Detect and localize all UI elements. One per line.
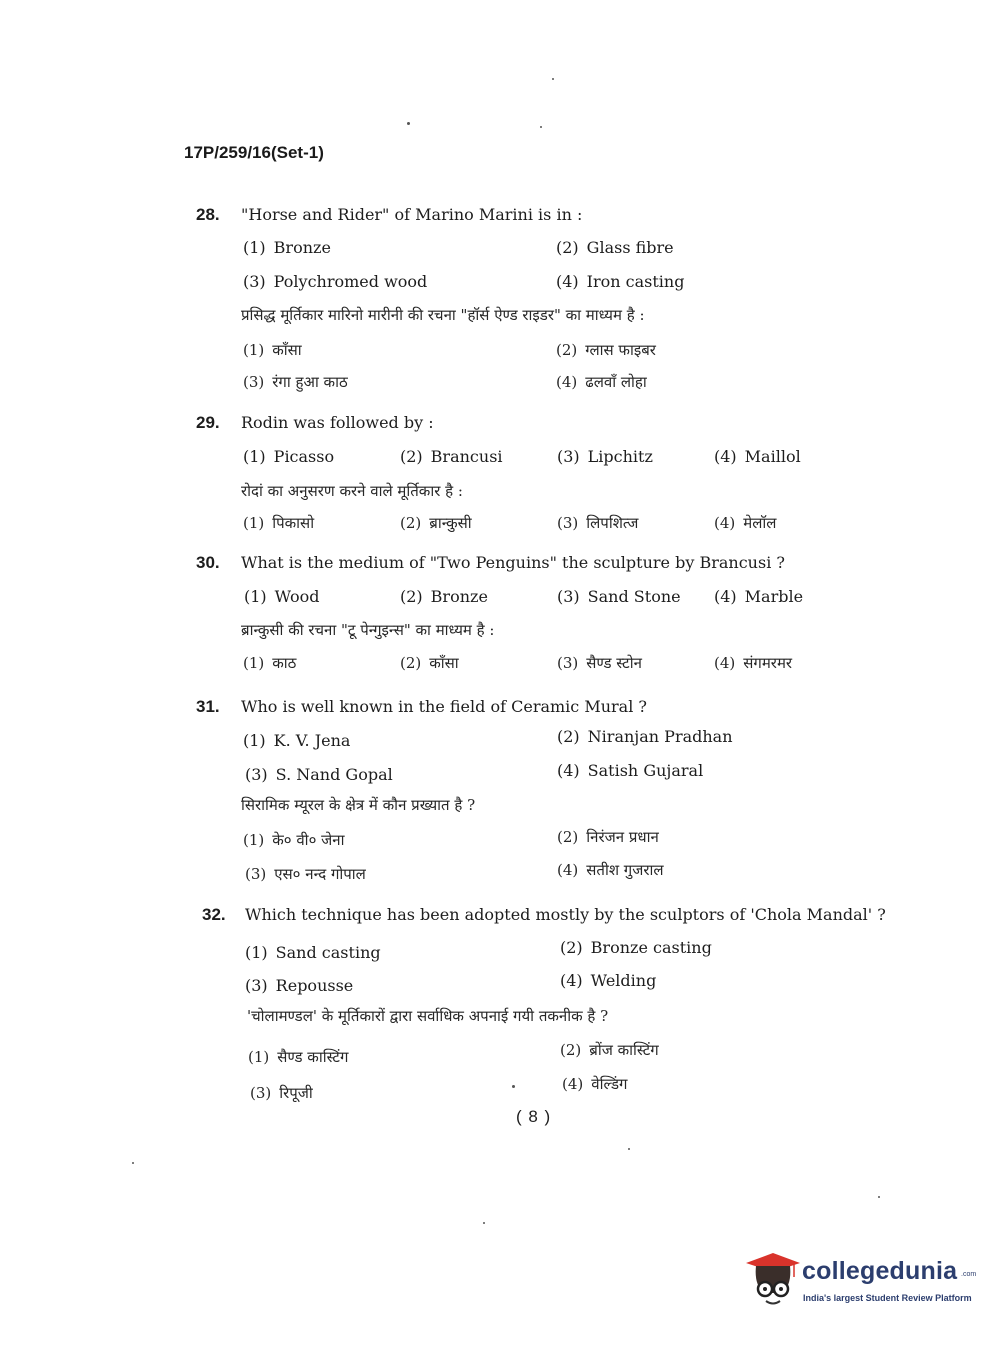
question-text-en: Rodin was followed by :	[241, 413, 434, 432]
scan-speck	[483, 1222, 485, 1224]
option-en-3	[245, 765, 393, 784]
option-en-1	[243, 731, 350, 750]
option-text: पिकासो	[272, 514, 315, 532]
option-number: (3)	[245, 765, 268, 784]
option-text: काँसा	[272, 341, 302, 359]
option-en-1	[243, 238, 331, 257]
option-hi-2	[556, 340, 656, 360]
brand-domain: .com	[961, 1271, 977, 1278]
option-number: (3)	[243, 272, 266, 291]
option-hi-2	[557, 827, 659, 847]
scan-speck	[628, 1148, 630, 1150]
option-text: सैण्ड कास्टिंग	[277, 1048, 349, 1066]
question-text-en: Who is well known in the field of Ceramic Mural ?	[241, 697, 647, 716]
option-hi-1	[243, 830, 344, 850]
option-en-4	[556, 272, 684, 291]
option-number: (4)	[556, 272, 579, 291]
option-text: संगमरमर	[743, 654, 793, 672]
option-number: (2)	[557, 828, 579, 846]
option-text: S. Nand Gopal	[275, 765, 393, 784]
option-number: (2)	[560, 938, 583, 957]
option-text: काठ	[272, 654, 297, 672]
option-hi-3	[243, 372, 348, 392]
option-number: (4)	[560, 971, 583, 990]
option-number: (1)	[243, 341, 265, 359]
option-text: Picasso	[273, 447, 335, 466]
option-hi-4	[714, 513, 776, 533]
question-text-hi: सिरामिक म्यूरल के क्षेत्र में कौन प्रख्यात है ?	[241, 796, 476, 814]
question-text-hi: ब्रान्कुसी की रचना "टू पेन्गुइन्स" का माध्यम है :	[241, 621, 495, 639]
question-text-hi: 'चोलामण्डल' के मूर्तिकारों द्वारा सर्वाधिक अपनाई गयी तकनीक है ?	[247, 1007, 609, 1025]
option-text: वेल्डिंग	[591, 1075, 628, 1093]
option-number: (4)	[714, 514, 736, 532]
option-number: (1)	[243, 654, 265, 672]
option-number: (1)	[248, 1048, 270, 1066]
option-number: (3)	[557, 587, 580, 606]
option-en-3	[243, 272, 427, 291]
option-text: के० वी० जेना	[272, 831, 345, 849]
option-number: (1)	[243, 447, 266, 466]
option-en-3	[557, 447, 653, 466]
option-text: Maillol	[744, 447, 801, 466]
option-text: Sand Stone	[587, 587, 681, 606]
question-text-en: Which technique has been adopted mostly by the sculptors of 'Chola Mandal' ?	[245, 905, 886, 924]
option-en-2	[557, 727, 733, 746]
option-number: (1)	[243, 731, 266, 750]
option-hi-1	[243, 653, 296, 673]
option-hi-2	[400, 513, 472, 533]
question-number: 28.	[196, 205, 220, 224]
option-en-3	[557, 587, 681, 606]
option-number: (1)	[243, 831, 265, 849]
option-hi-2	[400, 653, 459, 673]
option-text: Brancusi	[430, 447, 503, 466]
option-number: (2)	[400, 447, 423, 466]
option-en-1	[243, 447, 334, 466]
option-hi-4	[562, 1074, 627, 1094]
option-number: (2)	[556, 341, 578, 359]
option-hi-1	[243, 513, 314, 533]
scan-speck	[540, 126, 542, 128]
option-hi-4	[557, 860, 664, 880]
option-hi-4	[556, 372, 647, 392]
option-text: रिपूजी	[279, 1084, 313, 1102]
scan-speck	[512, 1085, 515, 1088]
option-number: (2)	[556, 238, 579, 257]
option-en-3	[245, 976, 353, 995]
option-number: (2)	[400, 654, 422, 672]
option-text: Wood	[274, 587, 320, 606]
option-text: Polychromed wood	[273, 272, 428, 291]
option-hi-3	[557, 513, 638, 533]
question-text-en: "Horse and Rider" of Marino Marini is in :	[241, 205, 583, 224]
option-number: (4)	[714, 587, 737, 606]
option-text: सतीश गुजराल	[586, 861, 664, 879]
option-number: (4)	[557, 761, 580, 780]
question-number: 29.	[196, 413, 220, 432]
option-text: Satish Gujaral	[587, 761, 704, 780]
mascot-icon	[744, 1251, 802, 1311]
option-number: (3)	[250, 1084, 272, 1102]
option-number: (1)	[243, 238, 266, 257]
option-text: निरंजन प्रधान	[586, 828, 659, 846]
option-number: (4)	[557, 861, 579, 879]
option-en-2	[560, 938, 712, 957]
brand-tagline: India's largest Student Review Platform	[803, 1293, 972, 1303]
page-number: ( 8 )	[516, 1107, 552, 1126]
option-text: सैण्ड स्टोन	[586, 654, 642, 672]
option-number: (2)	[557, 727, 580, 746]
option-number: (3)	[245, 976, 268, 995]
option-en-1	[244, 587, 320, 606]
option-number: (3)	[557, 654, 579, 672]
option-number: (2)	[400, 514, 422, 532]
option-text: Bronze	[273, 238, 331, 257]
option-number: (4)	[562, 1075, 584, 1093]
option-en-4	[557, 761, 703, 780]
question-text-hi: रोदां का अनुसरण करने वाले मूर्तिकार है :	[241, 482, 463, 500]
collegedunia-logo	[744, 1251, 977, 1311]
scan-speck	[407, 122, 410, 125]
option-number: (2)	[400, 587, 423, 606]
option-text: ब्रोंज कास्टिंग	[589, 1041, 659, 1059]
option-text: ग्लास फाइबर	[585, 341, 656, 359]
option-number: (3)	[245, 865, 267, 883]
option-en-4	[714, 447, 801, 466]
option-text: Marble	[744, 587, 804, 606]
option-number: (1)	[245, 943, 268, 962]
question-number: 30.	[196, 553, 220, 572]
question-text-hi: प्रसिद्ध मूर्तिकार मारिनो मारीनी की रचना "हॉर्स ऐण्ड राइडर" का माध्यम है :	[241, 306, 645, 324]
scan-speck	[878, 1196, 880, 1198]
question-number: 32.	[202, 905, 226, 924]
option-en-2	[556, 238, 674, 257]
option-text: Repousse	[275, 976, 354, 995]
option-number: (1)	[244, 587, 267, 606]
option-hi-3	[245, 864, 366, 884]
option-text: Bronze casting	[590, 938, 712, 957]
option-hi-4	[714, 653, 792, 673]
option-hi-1	[243, 340, 302, 360]
option-number: (2)	[560, 1041, 582, 1059]
option-hi-2	[560, 1040, 659, 1060]
option-en-2	[400, 587, 488, 606]
question-text-en: What is the medium of "Two Penguins" the sculpture by Brancusi ?	[241, 553, 785, 572]
option-number: (4)	[556, 373, 578, 391]
option-text: Niranjan Pradhan	[587, 727, 733, 746]
option-hi-3	[557, 653, 642, 673]
option-number: (3)	[557, 447, 580, 466]
option-en-4	[560, 971, 656, 990]
option-number: (4)	[714, 654, 736, 672]
option-text: लिपशित्ज	[586, 514, 639, 532]
option-text: ब्रान्कुसी	[429, 514, 472, 532]
brand-name: collegedunia	[802, 1257, 958, 1285]
option-text: Glass fibre	[586, 238, 674, 257]
option-text: K. V. Jena	[273, 731, 351, 750]
page-code: 17P/259/16(Set-1)	[184, 143, 324, 162]
option-text: Welding	[590, 971, 657, 990]
option-en-1	[245, 943, 381, 962]
option-number: (3)	[243, 373, 265, 391]
option-hi-1	[248, 1047, 348, 1067]
scan-speck	[132, 1162, 134, 1164]
option-hi-3	[250, 1083, 313, 1103]
option-text: Sand casting	[275, 943, 381, 962]
option-text: मेलॉल	[743, 514, 777, 532]
option-number: (3)	[557, 514, 579, 532]
question-number: 31.	[196, 697, 220, 716]
option-text: काँसा	[429, 654, 459, 672]
option-text: Lipchitz	[587, 447, 653, 466]
option-text: रंगा हुआ काठ	[272, 373, 348, 391]
option-en-4	[714, 587, 803, 606]
option-text: Bronze	[430, 587, 488, 606]
option-text: एस० नन्द गोपाल	[274, 865, 366, 883]
option-text: ढलवाँ लोहा	[585, 373, 647, 391]
option-number: (4)	[714, 447, 737, 466]
option-text: Iron casting	[586, 272, 685, 291]
option-number: (1)	[243, 514, 265, 532]
scan-speck	[552, 78, 554, 80]
option-en-2	[400, 447, 503, 466]
